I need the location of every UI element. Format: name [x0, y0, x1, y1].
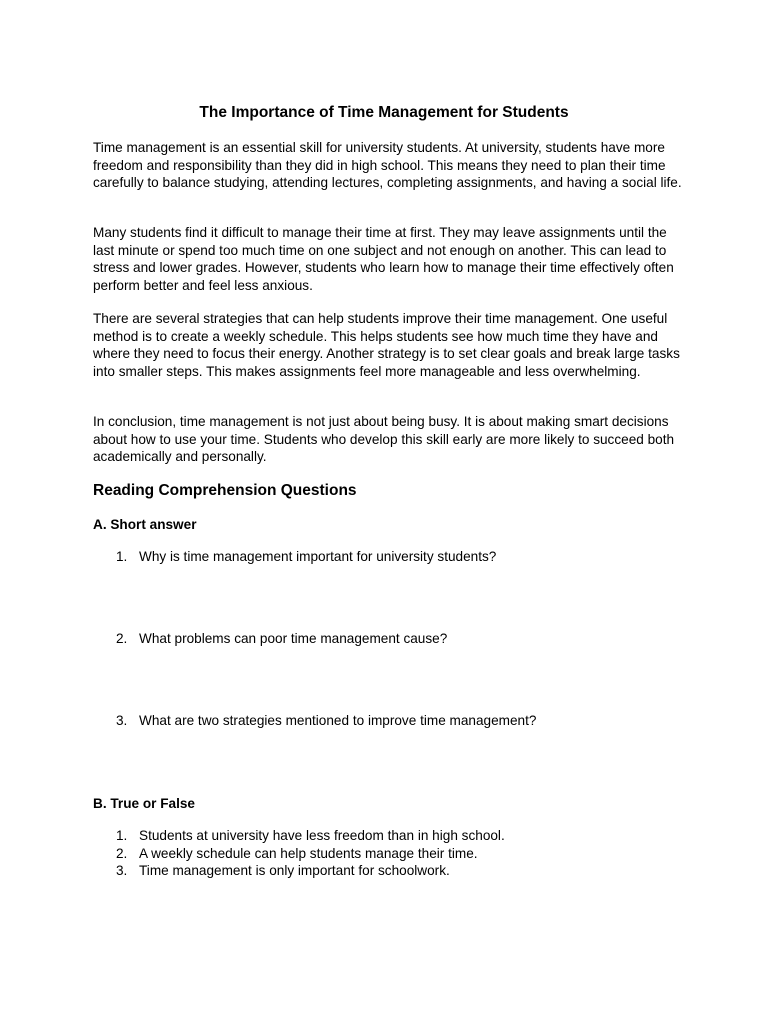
- statement-text: Time management is only important for schoolwork.: [139, 863, 450, 878]
- question-number: 1.: [116, 549, 128, 564]
- question-number: 2.: [116, 631, 128, 646]
- section-b-heading: B. True or False: [93, 796, 195, 811]
- statement-text: A weekly schedule can help students manage their time.: [139, 846, 478, 861]
- short-answer-question-1: [116, 548, 496, 566]
- paragraph-1: Time management is an essential skill for university students. At university, students have more freedom and responsibility than they did in high school. This means they need to plan their time carefully to balance studying, attending lectures, completing assignments, and having a social life.: [93, 140, 682, 191]
- paragraph-2: Many students find it difficult to manage their time at first. They may leave assignments until the last minute or spend too much time on one subject and not enough on another. This can lead to stress and lower grades. However, students who learn how to manage their time effectively often perform better and feel less anxious.: [93, 225, 674, 293]
- question-text: Why is time management important for university students?: [139, 549, 497, 564]
- true-false-statement-1: [116, 827, 505, 845]
- question-text: What problems can poor time management cause?: [139, 631, 448, 646]
- true-false-statement-2: [116, 845, 478, 863]
- paragraph-3: There are several strategies that can help students improve their time management. One useful method is to create a weekly schedule. This helps students see how much time they have and where they need to focus their energy. Another strategy is to set clear goals and break large tasks into smaller steps. This makes assignments feel more manageable and less overwhelming.: [93, 311, 680, 379]
- short-answer-question-3: [116, 712, 536, 730]
- statement-number: 2.: [116, 846, 128, 861]
- statement-text: Students at university have less freedom than in high school.: [139, 828, 505, 843]
- short-answer-question-2: [116, 630, 447, 648]
- section-a-heading: A. Short answer: [93, 517, 197, 532]
- document-title: The Importance of Time Management for Students: [199, 104, 569, 121]
- question-number: 3.: [116, 713, 128, 728]
- statement-number: 3.: [116, 863, 128, 878]
- questions-heading: Reading Comprehension Questions: [93, 482, 357, 499]
- statement-number: 1.: [116, 828, 128, 843]
- question-text: What are two strategies mentioned to improve time management?: [139, 713, 537, 728]
- true-false-statement-3: [116, 862, 450, 880]
- paragraph-4: In conclusion, time management is not just about being busy. It is about making smart decisions about how to use your time. Students who develop this skill early are more likely to succeed both academically and personally.: [93, 414, 675, 465]
